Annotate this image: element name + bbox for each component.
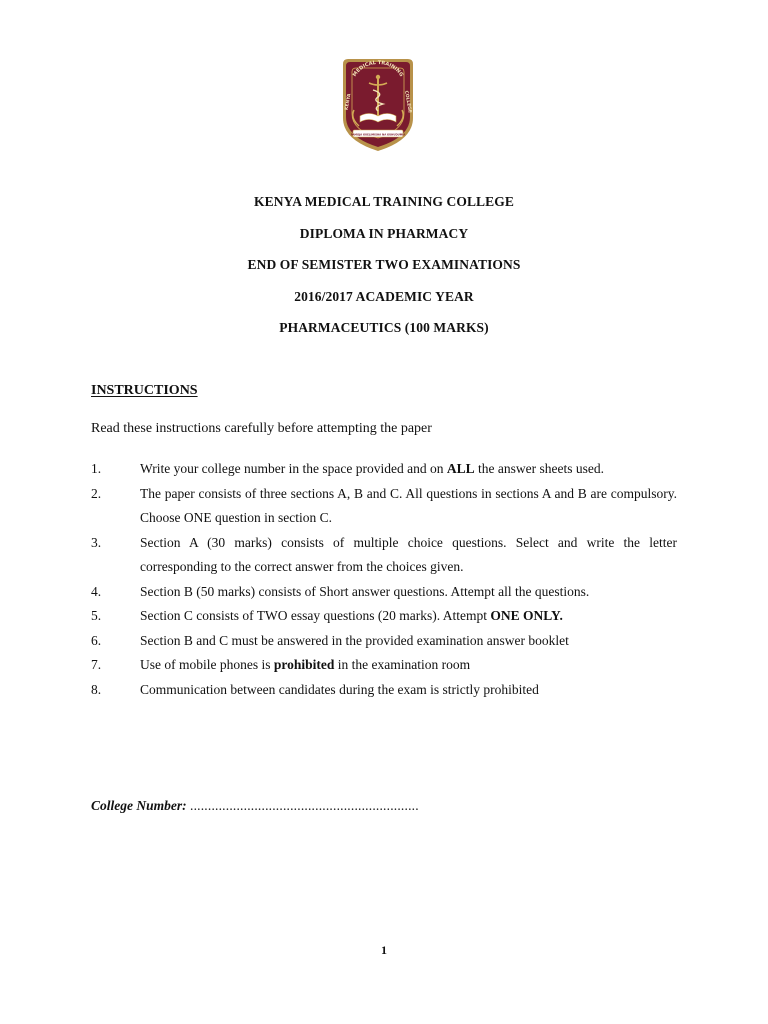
instruction-number: 7.	[91, 657, 102, 672]
instruction-text-part: in the examination room	[334, 657, 471, 672]
instruction-text-part: The paper consists of three sections A, B and C. All questions in sections A and B are compulsory. Choose ONE question in section C.	[140, 485, 677, 525]
college-number-label: College Number:	[91, 798, 187, 813]
instruction-text-part: Section B (50 marks) consists of Short answer questions. Attempt all the questions.	[140, 583, 590, 599]
instruction-text	[140, 682, 539, 697]
instruction-emphasis: ALL	[446, 461, 475, 476]
college-name: KENYA MEDICAL TRAINING COLLEGE	[254, 194, 514, 209]
instruction-number: 1.	[91, 461, 102, 476]
instruction-text	[140, 633, 569, 648]
instruction-text-part: Write your college number in the space provided and on	[140, 461, 447, 476]
instruction-item	[91, 457, 677, 482]
instruction-text-part: Section B and C must be answered in the provided examination answer booklet	[140, 632, 569, 648]
instructions-title: INSTRUCTIONS	[91, 383, 198, 398]
page-number: 1	[381, 943, 387, 957]
instruction-text	[140, 535, 677, 575]
crest-motto: PAMOJA KUELIMISHA NA KUHUDUMIA	[350, 133, 406, 137]
instruction-number: 5.	[91, 608, 102, 623]
college-number-field[interactable]	[91, 798, 419, 814]
instructions-intro: Read these instructions carefully before attempting the paper	[91, 421, 432, 436]
instruction-text-part: the answer sheets used.	[474, 461, 604, 476]
instruction-text-part: Section A (30 marks) consists of multiple choice questions. Select and write the letter corresponding to the correct answer from the choices given.	[140, 534, 677, 574]
instruction-number: 3.	[91, 534, 102, 550]
instruction-emphasis: prohibited	[273, 657, 335, 672]
instruction-item	[91, 482, 677, 531]
instruction-text	[140, 461, 604, 476]
instruction-item	[91, 653, 677, 678]
instruction-text-part: Section C consists of TWO essay questions (20 marks). Attempt	[140, 608, 491, 623]
crest-left-text: KENYA	[344, 93, 353, 111]
instruction-item	[91, 604, 677, 629]
instruction-item	[91, 531, 677, 580]
instruction-item	[91, 580, 677, 605]
instruction-number: 2.	[91, 485, 102, 501]
instruction-emphasis: ONE ONLY.	[490, 608, 563, 623]
instruction-number: 6.	[91, 632, 102, 648]
instruction-text	[140, 584, 589, 599]
college-number-blank[interactable]: ................................................................	[190, 798, 419, 813]
instruction-text	[140, 657, 470, 672]
instructions-list	[91, 457, 677, 702]
crest-top-text: MEDICAL TRAINING	[351, 59, 405, 78]
programme-name: DIPLOMA IN PHARMACY	[299, 225, 469, 241]
instruction-text-part: Use of mobile phones is	[140, 657, 274, 672]
college-crest-logo	[339, 56, 417, 154]
instruction-text-part: Communication between candidates during the exam is strictly prohibited	[140, 681, 539, 697]
instruction-number: 4.	[91, 583, 102, 599]
instruction-item	[91, 629, 677, 654]
instruction-number: 8.	[91, 681, 102, 697]
paper-title: PHARMACEUTICS (100 MARKS)	[279, 320, 489, 335]
instruction-text	[140, 608, 563, 623]
instruction-text	[140, 486, 677, 526]
exam-name: END OF SEMISTER TWO EXAMINATIONS	[247, 257, 521, 272]
exam-heading	[0, 193, 768, 351]
academic-year: 2016/2017 ACADEMIC YEAR	[294, 288, 474, 304]
instruction-item	[91, 678, 677, 703]
crest-right-text: COLLEGE	[403, 90, 412, 114]
